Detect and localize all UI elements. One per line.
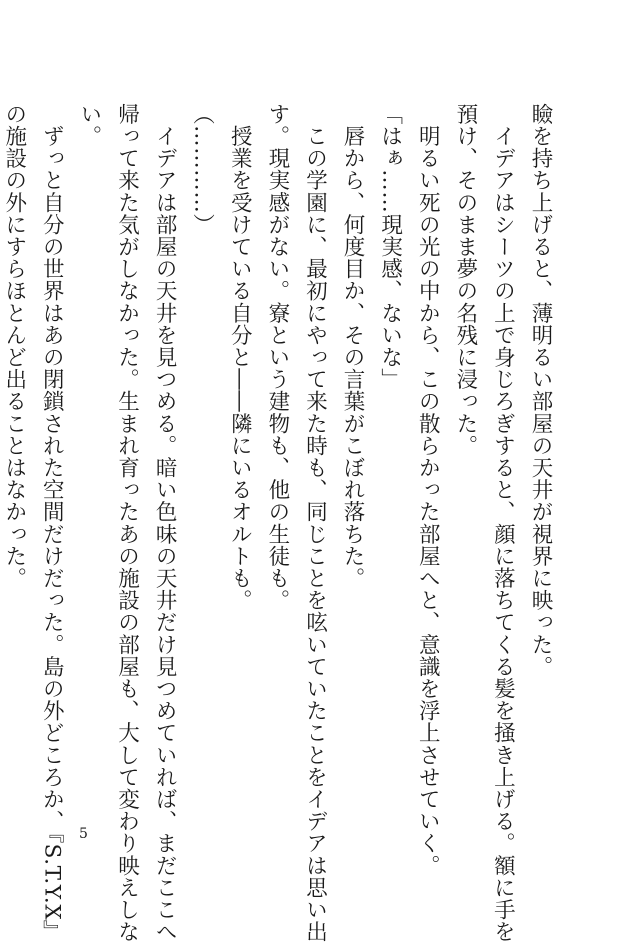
text-line: い。 [76, 103, 102, 148]
vertical-text-body [0, 103, 559, 943]
text-line: 瞼を持ち上げると、薄明るい部屋の天井が視界に映った。 [528, 103, 553, 678]
text-line: の施設の外にすらほとんど出ることはなかった。 [1, 103, 27, 590]
text-line: 「はぁ……現実感、ないな」 [377, 103, 403, 391]
text-line: 帰って来た気がしなかった。生まれ育ったあの施設の部屋も、大して変わり映えしな [114, 103, 140, 943]
text-line: 授業を受けている自分と――隣にいるオルトも。 [227, 103, 253, 612]
text-line: ずっと自分の世界はあの閉鎖された空間だけだった。島の外どころか、『S.T.Y.X』 [39, 103, 65, 943]
page-number: 5 [79, 826, 88, 842]
text-line: 唇から、何度目か、その言葉がこぼれ落ちた。 [340, 103, 366, 590]
text-line: イデアは部屋の天井を見つめる。暗い色味の天井だけ見つめていれば、まだここへ [152, 103, 178, 943]
text-line: （…………） [189, 103, 215, 236]
text-line: す。現実感がない。寮という建物も、他の生徒も。 [264, 103, 290, 612]
text-line: 明るい死の光の中から、この散らかった部屋へと、意識を浮上させていく。 [415, 103, 441, 877]
text-line: イデアはシーツの上で身じろぎすると、顔に落ちてくる髪を掻き上げる。額に手を [490, 103, 516, 943]
text-line: この学園に、最初にやって来た時も、同じことを呟いていたことをイデアは思い出 [302, 103, 328, 943]
text-line: 預け、そのまま夢の名残に浸った。 [452, 103, 478, 457]
